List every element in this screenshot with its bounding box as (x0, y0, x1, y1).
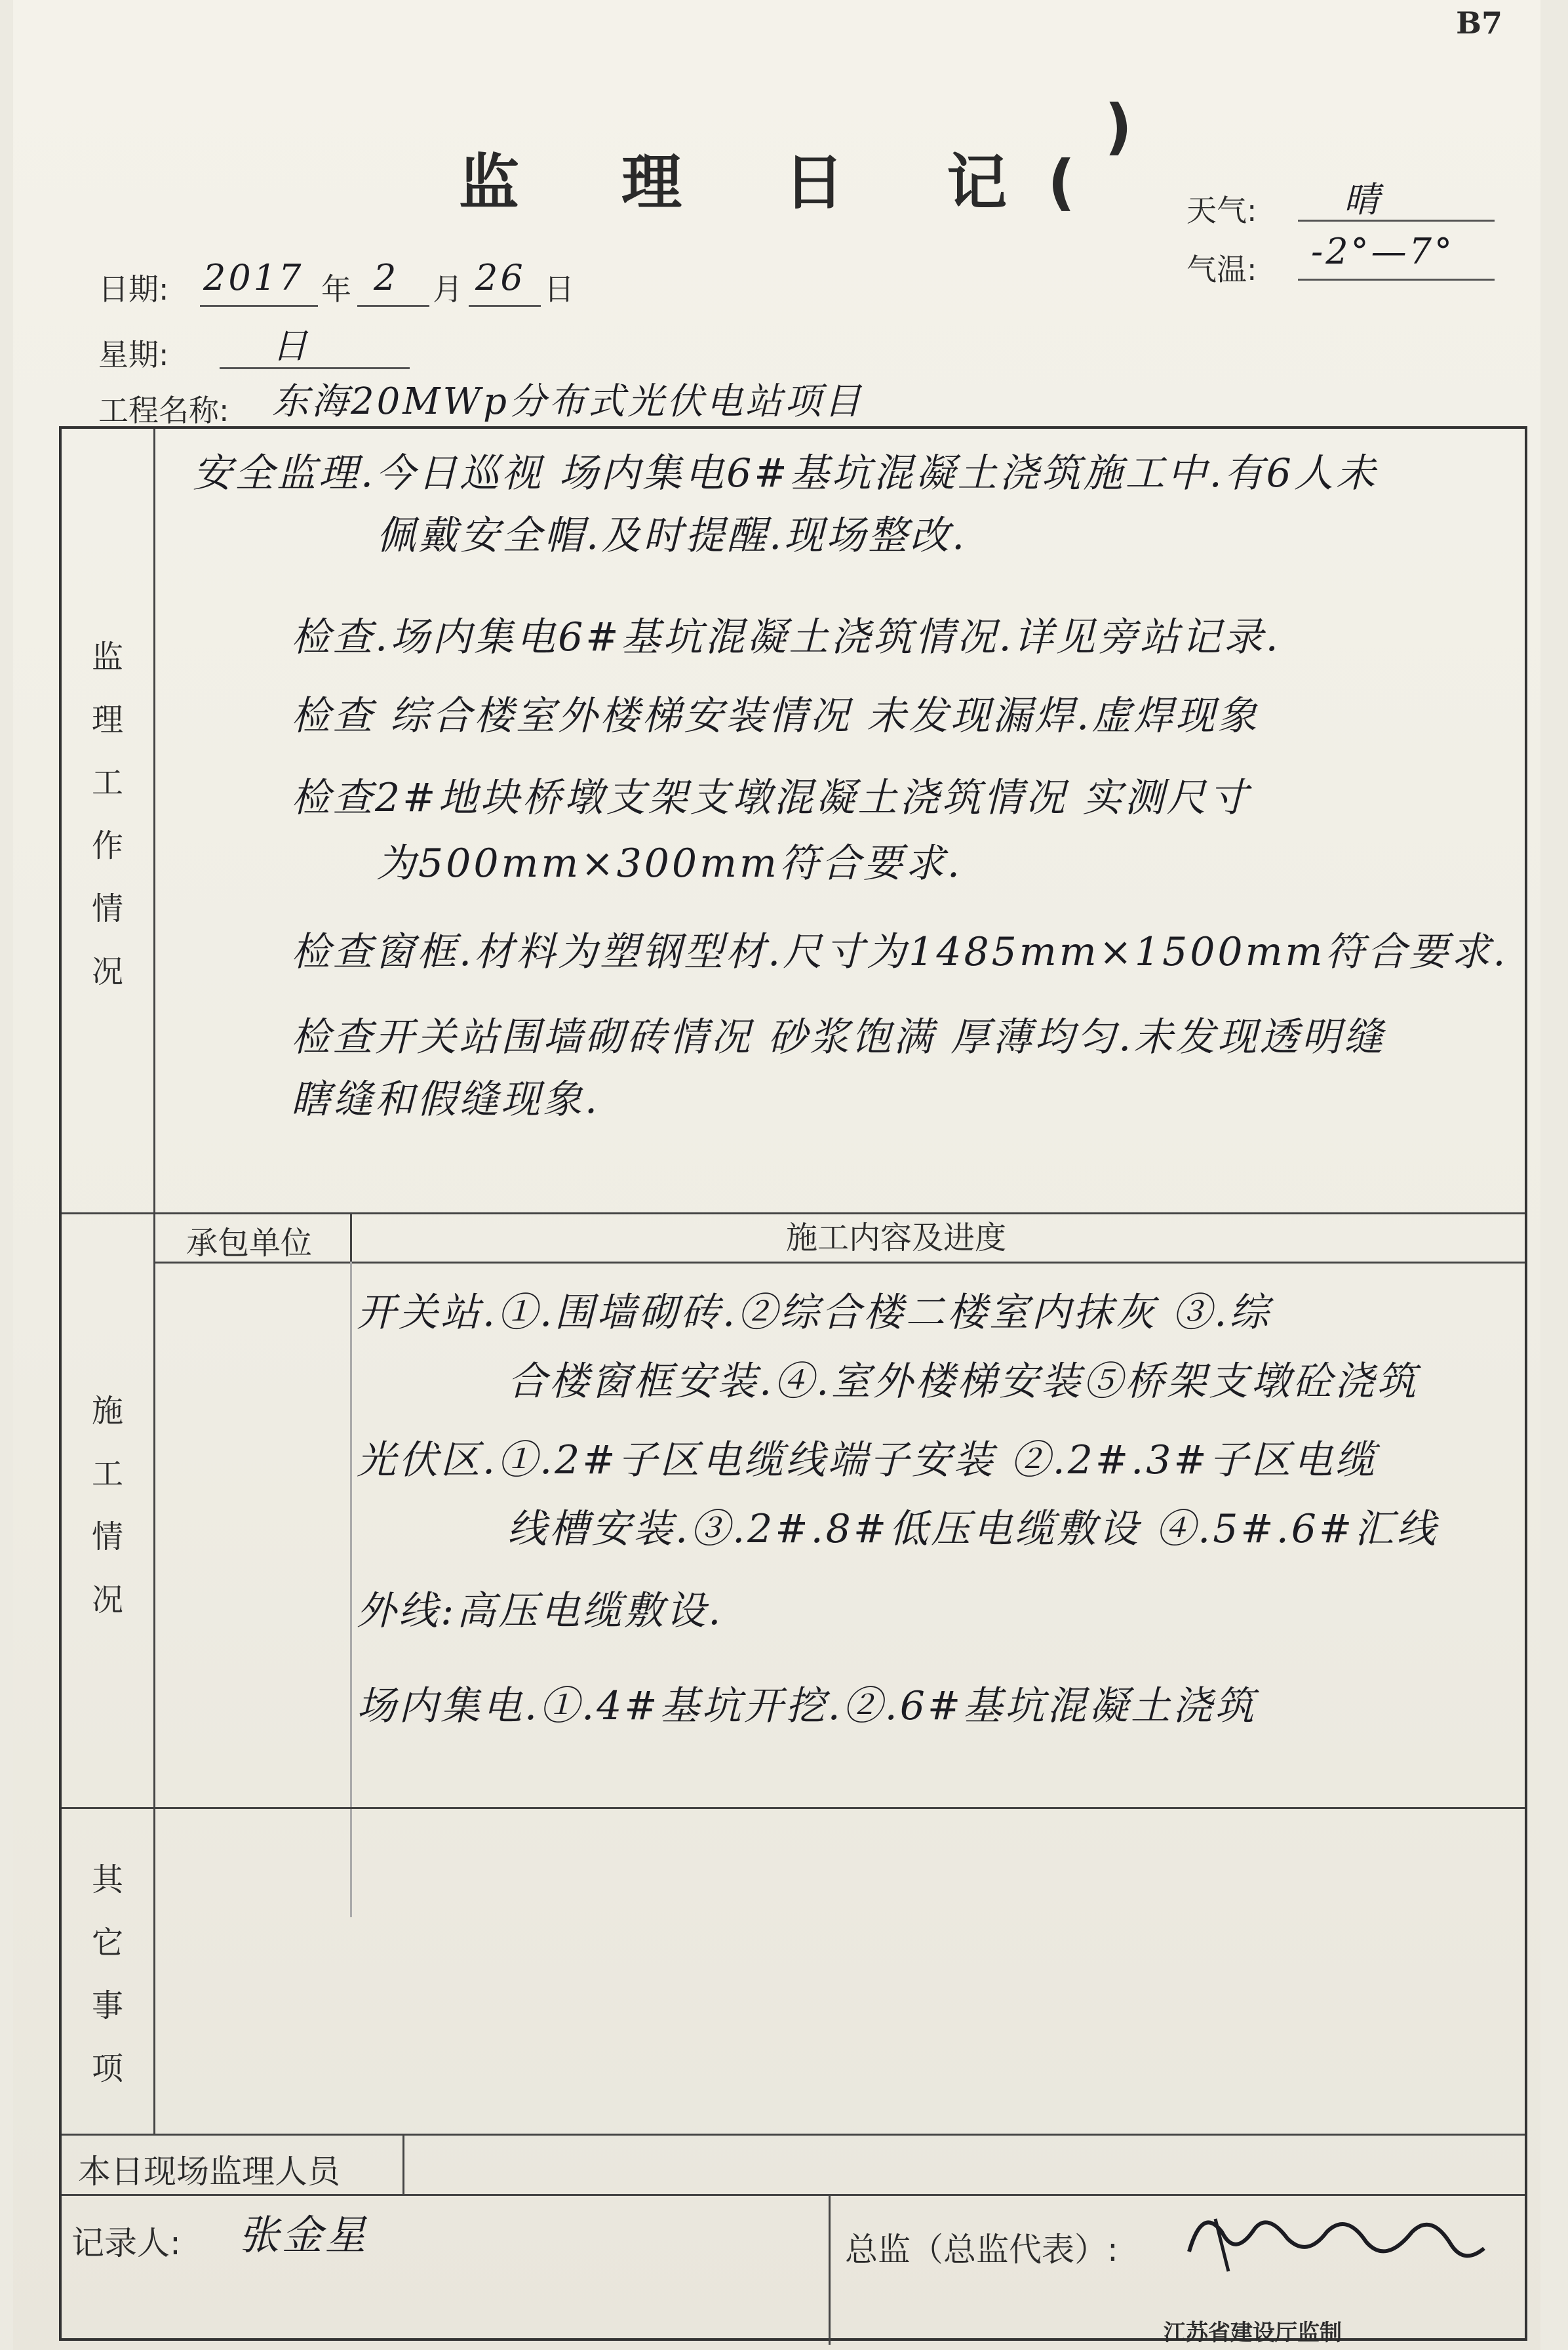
date-month: 2 (374, 257, 399, 298)
work-line-6: 为500mm×300mm符合要求. (376, 841, 962, 886)
weekday-label: 星期: (98, 337, 169, 372)
date-month-underline (357, 305, 429, 307)
work-line-9: 瞎缝和假缝现象. (291, 1077, 600, 1123)
form-code: B7 (1456, 5, 1502, 41)
work-section-label: 监 理 工 作 情 况 (91, 639, 123, 990)
work-line-5: 检查2#地块桥墩支架支墩混凝土浇筑情况 实测尺寸 (291, 775, 1251, 821)
construction-line-3: 光伏区.①.2#子区电缆线端子安装 ②.2#.3#子区电缆 (357, 1437, 1377, 1483)
temperature-value: -2°—7° (1311, 231, 1455, 272)
date-year-underline (200, 305, 318, 307)
diary-table (59, 426, 1527, 2341)
label-column-divider (153, 429, 155, 2134)
chief-label: 总监（总监代表）: (845, 2231, 1118, 2269)
work-line-8: 检查开关站围墙砌砖情况 砂浆饱满 厚薄均匀.未发现透明缝 (291, 1014, 1386, 1060)
construction-line-1: 开关站.①.围墙砌砖.②综合楼二楼室内抹灰 ③.综 (357, 1290, 1272, 1336)
footer-note: 江苏省建设厅监制 (1164, 2320, 1342, 2346)
work-line-3: 检查.场内集电6#基坑混凝土浇筑情况.详见旁站记录. (291, 614, 1281, 660)
recorder-chief-divider (829, 2194, 831, 2345)
weekday-underline (220, 367, 410, 369)
recorder-signature: 张金星 (239, 2211, 369, 2259)
date-year-unit: 年 (321, 271, 351, 307)
construction-header-underline (153, 1262, 1525, 1264)
work-line-7: 检查窗框.材料为塑钢型材.尺寸为1485mm×1500mm符合要求. (291, 929, 1508, 975)
date-day-underline (469, 305, 541, 307)
title-close-paren: ) (1105, 92, 1133, 162)
work-line-2: 佩戴安全帽.及时提醒.现场整改. (376, 513, 968, 559)
weather-underline (1298, 220, 1495, 222)
date-year: 2017 (203, 257, 304, 298)
other-section-divider (62, 2134, 1525, 2136)
project-label: 工程名称: (98, 393, 229, 428)
weekday-value: 日 (272, 325, 310, 367)
date-month-unit: 月 (433, 271, 463, 307)
construction-section-label: 施 工 情 况 (91, 1393, 123, 1618)
contractor-column-divider (350, 1262, 352, 1917)
construction-line-6: 场内集电.①.4#基坑开挖.②.6#基坑混凝土浇筑 (357, 1683, 1257, 1729)
temperature-underline (1298, 279, 1495, 281)
construction-header-divider (350, 1212, 352, 1262)
staff-label: 本日现场监理人员 (78, 2153, 340, 2191)
work-line-4: 检查 综合楼室外楼梯安装情况 未发现漏焊.虚焊现象 (291, 693, 1260, 739)
diary-page (13, 0, 1540, 2350)
work-line-1: 安全监理.今日巡视 场内集电6#基坑混凝土浇筑施工中.有6人未 (193, 450, 1378, 496)
other-section-label: 其 它 事 项 (91, 1862, 123, 2087)
construction-line-4: 线槽安装.③.2#.8#低压电缆敷设 ④.5#.6#汇线 (507, 1506, 1439, 1552)
recorder-label: 记录人: (71, 2224, 181, 2262)
weather-label: 天气: (1186, 193, 1257, 228)
page-title: 监 理 日 记( (459, 148, 1116, 218)
construction-line-5: 外线:高压电缆敷设. (357, 1588, 724, 1634)
progress-column-header: 施工内容及进度 (786, 1220, 1007, 1256)
date-label: 日期: (98, 271, 169, 307)
contractor-column-header: 承包单位 (186, 1225, 313, 1262)
date-day: 26 (475, 257, 526, 298)
construction-section-divider (62, 1807, 1525, 1809)
staff-label-divider (402, 2134, 404, 2194)
weather-value: 晴 (1344, 179, 1382, 220)
chief-signature-mark (1176, 2193, 1491, 2291)
project-value: 东海20MWp分布式光伏电站项目 (272, 380, 864, 423)
construction-line-2: 合楼窗框安装.④.室外楼梯安装⑤桥架支墩砼浇筑 (507, 1359, 1419, 1404)
temperature-label: 气温: (1186, 252, 1257, 287)
date-day-unit: 日 (544, 271, 574, 307)
